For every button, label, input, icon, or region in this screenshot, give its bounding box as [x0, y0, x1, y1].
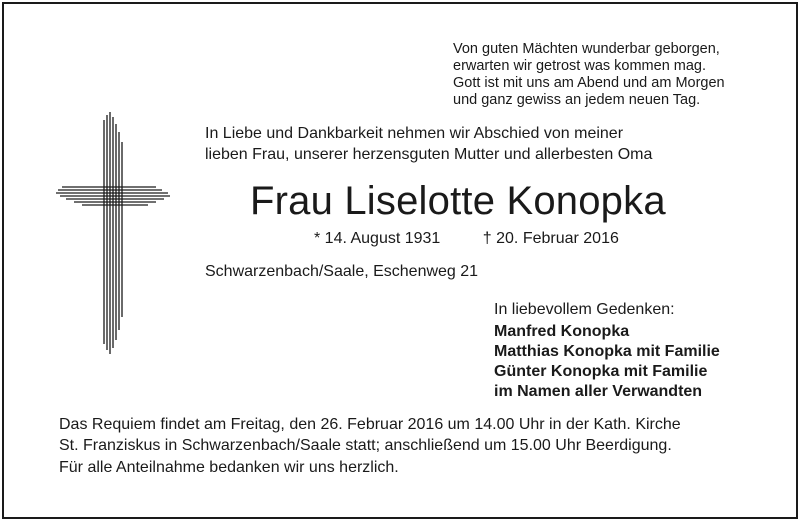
farewell-intro — [205, 123, 652, 165]
verse-line: Gott ist mit uns am Abend und am Morgen — [453, 75, 725, 91]
cross-icon — [56, 112, 172, 356]
intro-line: In Liebe und Dankbarkeit nehmen wir Abschied von meiner — [205, 125, 624, 142]
mourner-name: Manfred Konopka — [494, 323, 630, 340]
thanks-note: Für alle Anteilnahme bedanken wir uns herzlich. — [59, 459, 399, 476]
intro-line: lieben Frau, unserer herzensguten Mutter und allerbesten Oma — [205, 146, 653, 163]
mourner-name: Matthias Konopka mit Familie — [494, 343, 720, 360]
service-line: Das Requiem findet am Freitag, den 26. Februar 2016 um 14.00 Uhr in der Kath. Kirche — [59, 416, 681, 433]
verse-line: und ganz gewiss an jedem neuen Tag. — [453, 92, 701, 108]
verse-line: erwarten wir getrost was kommen mag. — [453, 58, 707, 74]
service-line: St. Franziskus in Schwarzenbach/Saale statt; anschließend um 15.00 Uhr Beerdigung. — [59, 437, 672, 454]
mourner-name: im Namen aller Verwandten — [494, 383, 703, 400]
home-address: Schwarzenbach/Saale, Eschenweg 21 — [205, 263, 479, 280]
mourners-list — [494, 322, 720, 402]
birth-date: * 14. August 1931 — [314, 230, 441, 247]
mourners-heading: In liebevollem Gedenken: — [494, 301, 675, 318]
bonhoeffer-verse — [453, 41, 725, 109]
death-date: † 20. Februar 2016 — [482, 230, 619, 247]
verse-line: Von guten Mächten wunderbar geborgen, — [453, 41, 720, 57]
life-dates — [314, 229, 619, 249]
requiem-details — [59, 414, 681, 456]
mourner-name: Günter Konopka mit Familie — [494, 363, 708, 380]
deceased-name: Frau Liselotte Konopka — [250, 179, 666, 223]
